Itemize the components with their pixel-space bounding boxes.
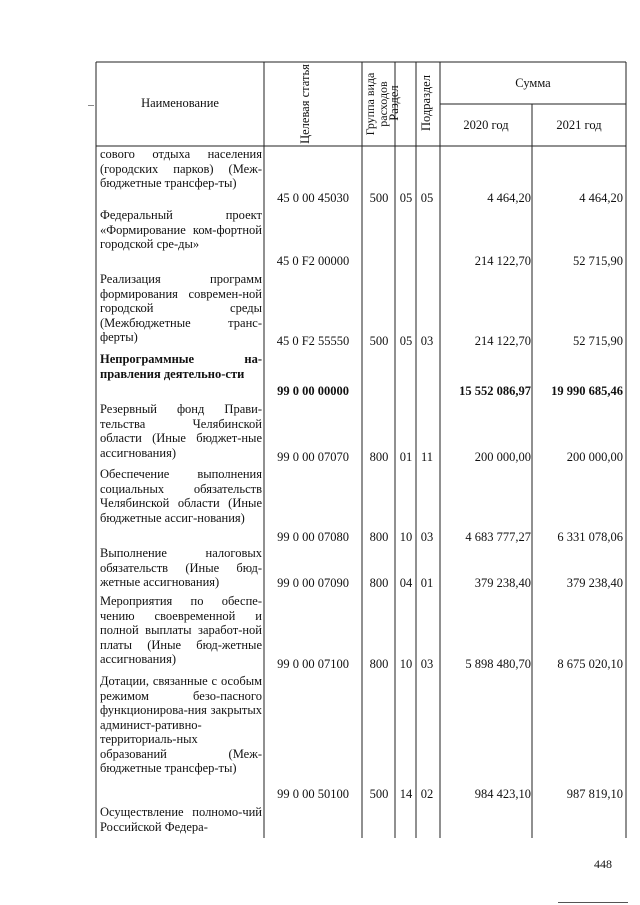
page-number: 448: [594, 857, 612, 871]
row-name: Резервный фонд Прави-тельства Челябинской области (Иные бюджет-ные ассигнования): [100, 402, 262, 460]
row-sum-2020: 5 898 480,70: [465, 657, 531, 671]
row-name: Непрограммные на-правления деятельно-сти: [100, 352, 262, 381]
row-group: 800: [369, 450, 389, 464]
row-sum-2020: 4 683 777,27: [465, 530, 531, 544]
row-sum-2020: 4 464,20: [487, 191, 531, 205]
header-sum: Сумма: [515, 76, 551, 90]
row-sum-2021: 6 331 078,06: [557, 530, 623, 544]
row-subsection: 03: [420, 530, 434, 544]
row-name: Дотации, связанные с особым режимом безо-пасного функционирова-ния закрытых админист-ративно-территориаль-ных образований (Меж-бюджетные трансфер-ты): [100, 674, 262, 775]
row-name: Обеспечение выполнения социальных обязательств Челябинской области (Иные бюджетные ассиг-нования): [100, 467, 262, 525]
row-subsection: 05: [420, 191, 434, 205]
row-subsection: 03: [420, 657, 434, 671]
row-sum-2020: 984 423,10: [474, 787, 531, 801]
row-sum-2021: 8 675 020,10: [557, 657, 623, 671]
row-section: 10: [399, 530, 413, 544]
row-name: сового отдыха населения (городских парков) (Меж-бюджетные трансфер-ты): [100, 147, 262, 190]
row-sum-2021: 987 819,10: [566, 787, 623, 801]
row-code: 99 0 00 50100: [277, 787, 349, 801]
row-section: 10: [399, 657, 413, 671]
row-group: 500: [369, 191, 389, 205]
row-sum-2021: 4 464,20: [579, 191, 623, 205]
row-code: 99 0 00 07080: [277, 530, 349, 544]
row-code: 45 0 00 45030: [277, 191, 349, 205]
row-sum-2020: 379 238,40: [474, 576, 531, 590]
row-code: 45 0 F2 00000: [276, 254, 350, 268]
row-group: 800: [369, 657, 389, 671]
row-code: 99 0 00 00000: [277, 384, 349, 398]
row-subsection: 11: [420, 450, 434, 464]
row-section: 05: [399, 191, 413, 205]
footer-rule: [558, 902, 628, 903]
row-name: Реализация программ формирования современ-ной городской среды (Межбюджетные транс-ферты): [100, 272, 262, 344]
row-code: 99 0 00 07090: [277, 576, 349, 590]
row-sum-2020: 15 552 086,97: [459, 384, 531, 398]
row-sum-2020: 214 122,70: [474, 334, 531, 348]
row-subsection: 03: [420, 334, 434, 348]
header-name: Наименование: [141, 96, 219, 110]
row-group: 800: [369, 530, 389, 544]
row-group: 500: [369, 334, 389, 348]
row-sum-2021: 379 238,40: [566, 576, 623, 590]
margin-mark: [88, 105, 94, 106]
header-section: Раздел: [387, 85, 401, 121]
row-sum-2021: 52 715,90: [573, 334, 623, 348]
row-group: 800: [369, 576, 389, 590]
row-subsection: 01: [420, 576, 434, 590]
row-subsection: 02: [420, 787, 434, 801]
header-year-2021: 2021 год: [556, 118, 602, 132]
row-name: Осуществление полномо-чий Российской Федера-: [100, 805, 262, 834]
row-name: Мероприятия по обеспе-чению своевременной и полной выплаты заработ-ной платы (Иные бюд-жетные ассигнования): [100, 594, 262, 666]
row-section: 14: [399, 787, 413, 801]
row-sum-2020: 214 122,70: [474, 254, 531, 268]
row-section: 01: [399, 450, 413, 464]
row-sum-2021: 19 990 685,46: [551, 384, 623, 398]
header-year-2020: 2020 год: [463, 118, 509, 132]
row-sum-2020: 200 000,00: [474, 450, 531, 464]
row-group: 500: [369, 787, 389, 801]
row-name: Выполнение налоговых обязательств (Иные бюд-жетные ассигнования): [100, 546, 262, 589]
row-sum-2021: 52 715,90: [573, 254, 623, 268]
row-code: 99 0 00 07070: [277, 450, 349, 464]
row-code: 45 0 F2 55550: [276, 334, 350, 348]
header-target: Целевая статья: [298, 64, 312, 144]
row-section: 05: [399, 334, 413, 348]
row-name: Федеральный проект «Формирование ком-фортной городской сре-ды»: [100, 208, 262, 251]
header-group: Группа вида расходов: [363, 72, 390, 136]
row-section: 04: [399, 576, 413, 590]
header-subsection: Подраздел: [419, 75, 433, 131]
row-code: 99 0 00 07100: [277, 657, 349, 671]
row-sum-2021: 200 000,00: [566, 450, 623, 464]
